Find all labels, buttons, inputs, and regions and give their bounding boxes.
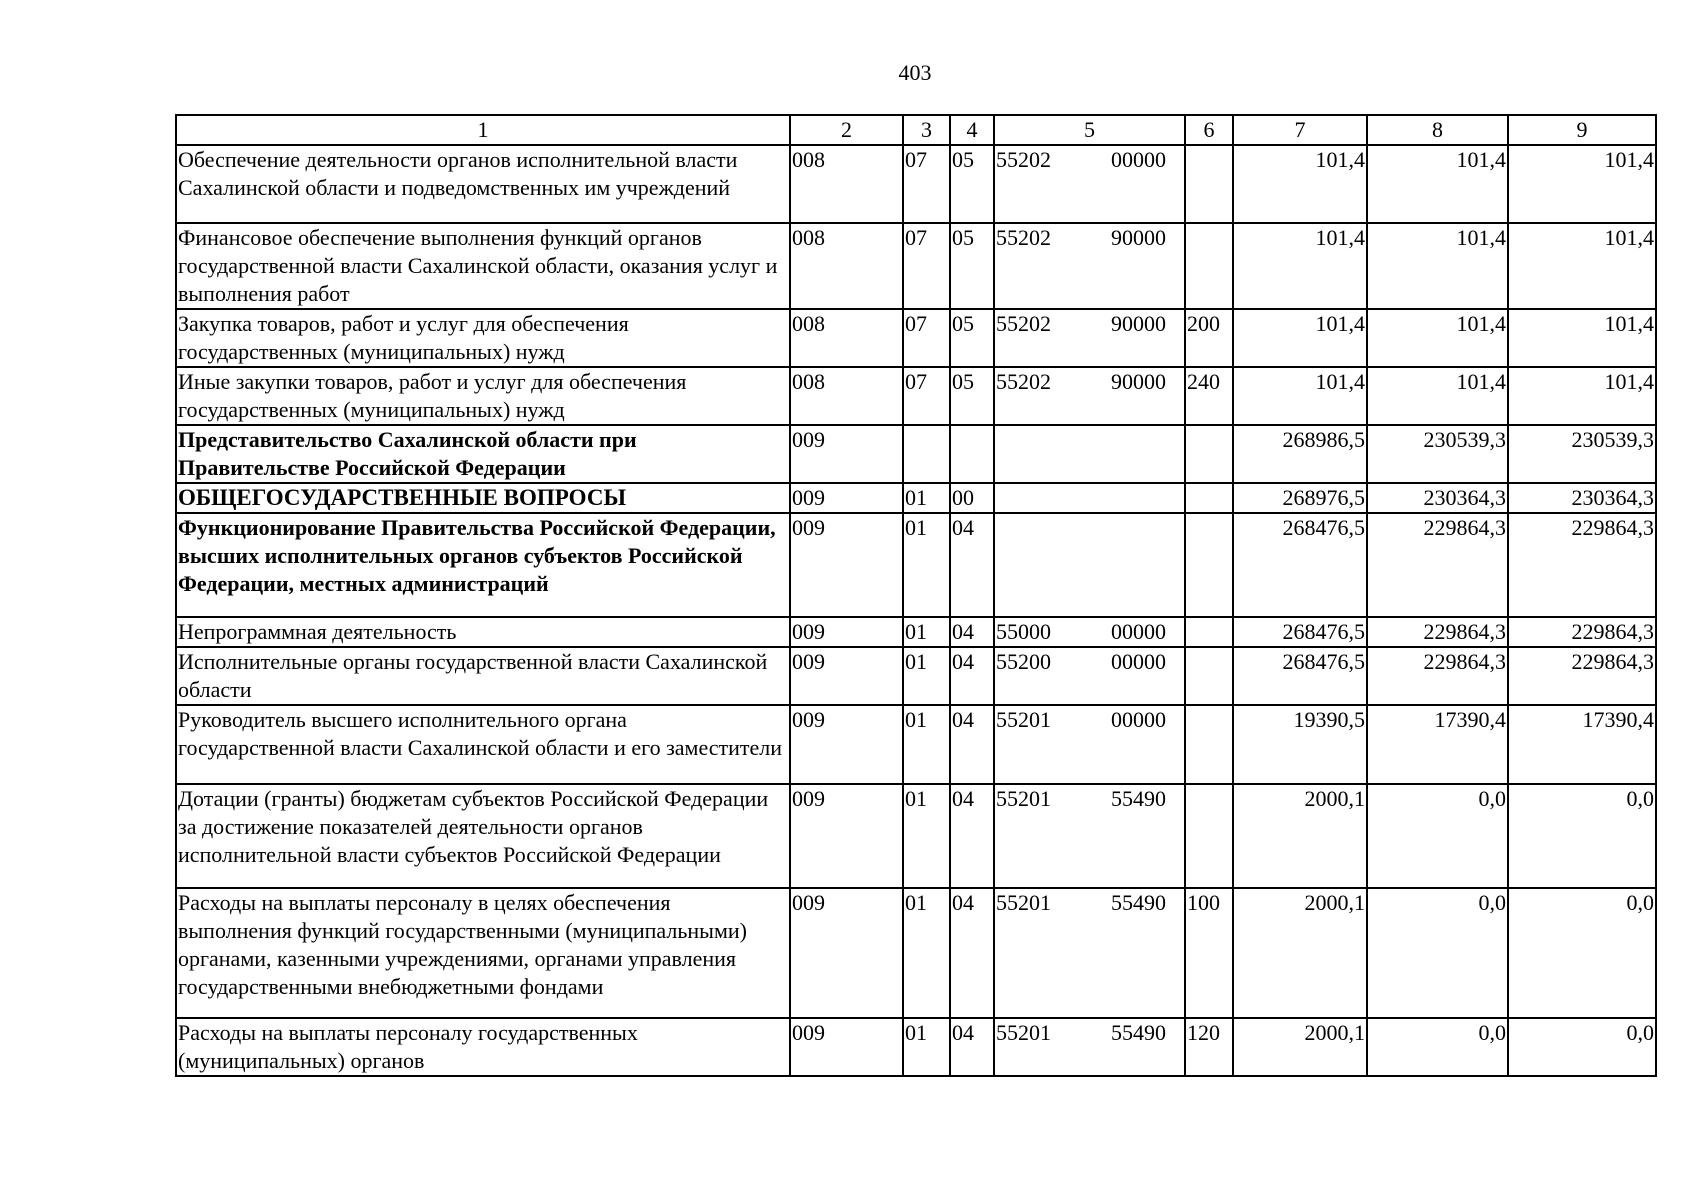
table-row — [176, 617, 1656, 647]
amount-year3-cell: 229864,3 — [1508, 513, 1656, 617]
direction-code: 90000 — [1111, 311, 1166, 336]
amount-year1-cell: 2000,1 — [1233, 1018, 1367, 1076]
header-row — [176, 115, 1656, 145]
ministry-code-cell: 009 — [790, 647, 903, 705]
subsection-code-cell: 05 — [950, 145, 994, 223]
item-name-cell: Обеспечение деятельности органов исполнительной власти Сахалинской области и подведомственных им учреждений — [176, 145, 790, 223]
column-header: 5 — [994, 115, 1185, 145]
subsection-code-cell: 04 — [950, 617, 994, 647]
ministry-code-cell: 008 — [790, 223, 903, 309]
item-name-cell: Функционирование Правительства Российской Федерации, высших исполнительных органов субъектов Российской Федерации, местных администраций — [176, 513, 790, 617]
target-article-cell — [994, 784, 1185, 888]
ministry-code-cell: 009 — [790, 888, 903, 1018]
budget-table — [175, 114, 1657, 1077]
amount-year3-cell: 0,0 — [1508, 784, 1656, 888]
table-row — [176, 888, 1656, 1018]
amount-year3-cell: 101,4 — [1508, 145, 1656, 223]
amount-year3-cell: 229864,3 — [1508, 617, 1656, 647]
table-row — [176, 1018, 1656, 1076]
direction-code: 00000 — [1111, 649, 1166, 674]
item-name-cell: Исполнительные органы государственной власти Сахалинской области — [176, 647, 790, 705]
amount-year1-cell: 2000,1 — [1233, 888, 1367, 1018]
ministry-code-cell: 009 — [790, 1018, 903, 1076]
direction-code: 00000 — [1111, 707, 1166, 732]
ministry-code-cell: 009 — [790, 705, 903, 784]
expense-type-cell — [1185, 647, 1233, 705]
amount-year1-cell: 2000,1 — [1233, 784, 1367, 888]
amount-year1-cell: 268986,5 — [1233, 425, 1367, 483]
item-name-cell: Руководитель высшего исполнительного органа государственной власти Сахалинской области и его заместители — [176, 705, 790, 784]
section-code-cell: 01 — [903, 784, 950, 888]
amount-year1-cell: 268976,5 — [1233, 483, 1367, 513]
section-code-cell: 01 — [903, 888, 950, 1018]
ministry-code-cell: 009 — [790, 425, 903, 483]
subsection-code-cell: 04 — [950, 647, 994, 705]
amount-year1-cell: 101,4 — [1233, 223, 1367, 309]
item-name-cell: Расходы на выплаты персоналу государственных (муниципальных) органов — [176, 1018, 790, 1076]
amount-year2-cell: 229864,3 — [1367, 647, 1508, 705]
section-code-cell: 01 — [903, 483, 950, 513]
subsection-code-cell: 04 — [950, 1018, 994, 1076]
amount-year2-cell: 230364,3 — [1367, 483, 1508, 513]
section-code-cell: 07 — [903, 309, 950, 367]
ministry-code-cell: 009 — [790, 617, 903, 647]
ministry-code-cell: 008 — [790, 145, 903, 223]
item-name-cell: Дотации (гранты) бюджетам субъектов Российской Федерации за достижение показателей деятельности органов исполнительной власти субъектов Российской Федерации — [176, 784, 790, 888]
item-name-cell: Расходы на выплаты персоналу в целях обеспечения выполнения функций государственными (муниципальными) органами, казенными учреждениями, органами управления государственными внебюджетными фондами — [176, 888, 790, 1018]
ministry-code-cell: 008 — [790, 309, 903, 367]
table-row — [176, 483, 1656, 513]
amount-year2-cell: 0,0 — [1367, 1018, 1508, 1076]
subsection-code-cell: 00 — [950, 483, 994, 513]
direction-code: 90000 — [1111, 225, 1166, 250]
amount-year2-cell: 101,4 — [1367, 223, 1508, 309]
item-name-cell: Непрограммная деятельность — [176, 617, 790, 647]
direction-code: 55490 — [1111, 1020, 1166, 1045]
program-code: 55000 — [996, 619, 1051, 644]
amount-year2-cell: 0,0 — [1367, 784, 1508, 888]
subsection-code-cell: 04 — [950, 888, 994, 1018]
subsection-code-cell: 05 — [950, 309, 994, 367]
subsection-code-cell: 05 — [950, 367, 994, 425]
amount-year2-cell: 101,4 — [1367, 309, 1508, 367]
amount-year2-cell: 17390,4 — [1367, 705, 1508, 784]
amount-year2-cell: 101,4 — [1367, 145, 1508, 223]
item-name-cell: ОБЩЕГОСУДАРСТВЕННЫЕ ВОПРОСЫ — [176, 483, 790, 513]
expense-type-cell: 200 — [1185, 309, 1233, 367]
item-name-cell: Иные закупки товаров, работ и услуг для обеспечения государственных (муниципальных) нужд — [176, 367, 790, 425]
column-header: 4 — [950, 115, 994, 145]
section-code-cell: 07 — [903, 367, 950, 425]
column-header: 2 — [790, 115, 903, 145]
subsection-code-cell — [950, 425, 994, 483]
ministry-code-cell: 009 — [790, 483, 903, 513]
amount-year2-cell: 229864,3 — [1367, 617, 1508, 647]
target-article-cell — [994, 705, 1185, 784]
amount-year2-cell: 0,0 — [1367, 888, 1508, 1018]
ministry-code-cell: 008 — [790, 367, 903, 425]
item-name-cell: Закупка товаров, работ и услуг для обеспечения государственных (муниципальных) нужд — [176, 309, 790, 367]
direction-code: 55490 — [1111, 890, 1166, 915]
subsection-code-cell: 04 — [950, 784, 994, 888]
direction-code: 90000 — [1111, 369, 1166, 394]
program-code: 55201 — [996, 786, 1051, 811]
target-article-cell — [994, 309, 1185, 367]
expense-type-cell — [1185, 617, 1233, 647]
target-article-cell — [994, 367, 1185, 425]
expense-type-cell — [1185, 223, 1233, 309]
program-code: 55202 — [996, 225, 1051, 250]
expense-type-cell — [1185, 483, 1233, 513]
amount-year3-cell: 229864,3 — [1508, 647, 1656, 705]
item-name-cell: Представительство Сахалинской области при Правительстве Российской Федерации — [176, 425, 790, 483]
ministry-code-cell: 009 — [790, 513, 903, 617]
program-code: 55201 — [996, 1020, 1051, 1045]
amount-year3-cell: 0,0 — [1508, 888, 1656, 1018]
expense-type-cell: 240 — [1185, 367, 1233, 425]
amount-year1-cell: 101,4 — [1233, 145, 1367, 223]
expense-type-cell — [1185, 784, 1233, 888]
table-row — [176, 784, 1656, 888]
amount-year1-cell: 19390,5 — [1233, 705, 1367, 784]
target-article-cell — [994, 888, 1185, 1018]
column-header: 1 — [176, 115, 790, 145]
table-row — [176, 705, 1656, 784]
subsection-code-cell: 04 — [950, 513, 994, 617]
target-article-cell — [994, 425, 1185, 483]
column-header: 8 — [1367, 115, 1508, 145]
program-code: 55202 — [996, 369, 1051, 394]
program-code: 55202 — [996, 147, 1051, 172]
table-row — [176, 425, 1656, 483]
section-code-cell: 01 — [903, 705, 950, 784]
section-code-cell: 01 — [903, 1018, 950, 1076]
amount-year1-cell: 101,4 — [1233, 309, 1367, 367]
expense-type-cell — [1185, 145, 1233, 223]
column-header: 9 — [1508, 115, 1656, 145]
direction-code: 00000 — [1111, 147, 1166, 172]
target-article-cell — [994, 223, 1185, 309]
program-code: 55202 — [996, 311, 1051, 336]
expense-type-cell: 100 — [1185, 888, 1233, 1018]
amount-year3-cell: 230539,3 — [1508, 425, 1656, 483]
expense-type-cell — [1185, 513, 1233, 617]
column-header: 6 — [1185, 115, 1233, 145]
table-row — [176, 145, 1656, 223]
target-article-cell — [994, 483, 1185, 513]
amount-year2-cell: 230539,3 — [1367, 425, 1508, 483]
table-row — [176, 367, 1656, 425]
target-article-cell — [994, 513, 1185, 617]
amount-year1-cell: 268476,5 — [1233, 513, 1367, 617]
amount-year3-cell: 101,4 — [1508, 367, 1656, 425]
table-row — [176, 309, 1656, 367]
target-article-cell — [994, 647, 1185, 705]
table-row — [176, 513, 1656, 617]
table-row — [176, 223, 1656, 309]
section-code-cell: 07 — [903, 223, 950, 309]
direction-code: 00000 — [1111, 619, 1166, 644]
page-number: 403 — [898, 60, 932, 85]
target-article-cell — [994, 617, 1185, 647]
expense-type-cell — [1185, 425, 1233, 483]
target-article-cell — [994, 145, 1185, 223]
section-code-cell — [903, 425, 950, 483]
section-code-cell: 07 — [903, 145, 950, 223]
item-name-cell: Финансовое обеспечение выполнения функций органов государственной власти Сахалинской области, оказания услуг и выполнения работ — [176, 223, 790, 309]
amount-year2-cell: 229864,3 — [1367, 513, 1508, 617]
subsection-code-cell: 05 — [950, 223, 994, 309]
section-code-cell: 01 — [903, 513, 950, 617]
amount-year1-cell: 268476,5 — [1233, 617, 1367, 647]
amount-year1-cell: 101,4 — [1233, 367, 1367, 425]
program-code: 55201 — [996, 890, 1051, 915]
amount-year1-cell: 268476,5 — [1233, 647, 1367, 705]
program-code: 55200 — [996, 649, 1051, 674]
subsection-code-cell: 04 — [950, 705, 994, 784]
amount-year3-cell: 101,4 — [1508, 223, 1656, 309]
amount-year3-cell: 230364,3 — [1508, 483, 1656, 513]
expense-type-cell — [1185, 705, 1233, 784]
amount-year3-cell: 101,4 — [1508, 309, 1656, 367]
target-article-cell — [994, 1018, 1185, 1076]
column-header: 7 — [1233, 115, 1367, 145]
program-code: 55201 — [996, 707, 1051, 732]
section-code-cell: 01 — [903, 647, 950, 705]
amount-year3-cell: 0,0 — [1508, 1018, 1656, 1076]
expense-type-cell: 120 — [1185, 1018, 1233, 1076]
direction-code: 55490 — [1111, 786, 1166, 811]
section-code-cell: 01 — [903, 617, 950, 647]
table-row — [176, 647, 1656, 705]
amount-year2-cell: 101,4 — [1367, 367, 1508, 425]
amount-year3-cell: 17390,4 — [1508, 705, 1656, 784]
column-header: 3 — [903, 115, 950, 145]
ministry-code-cell: 009 — [790, 784, 903, 888]
